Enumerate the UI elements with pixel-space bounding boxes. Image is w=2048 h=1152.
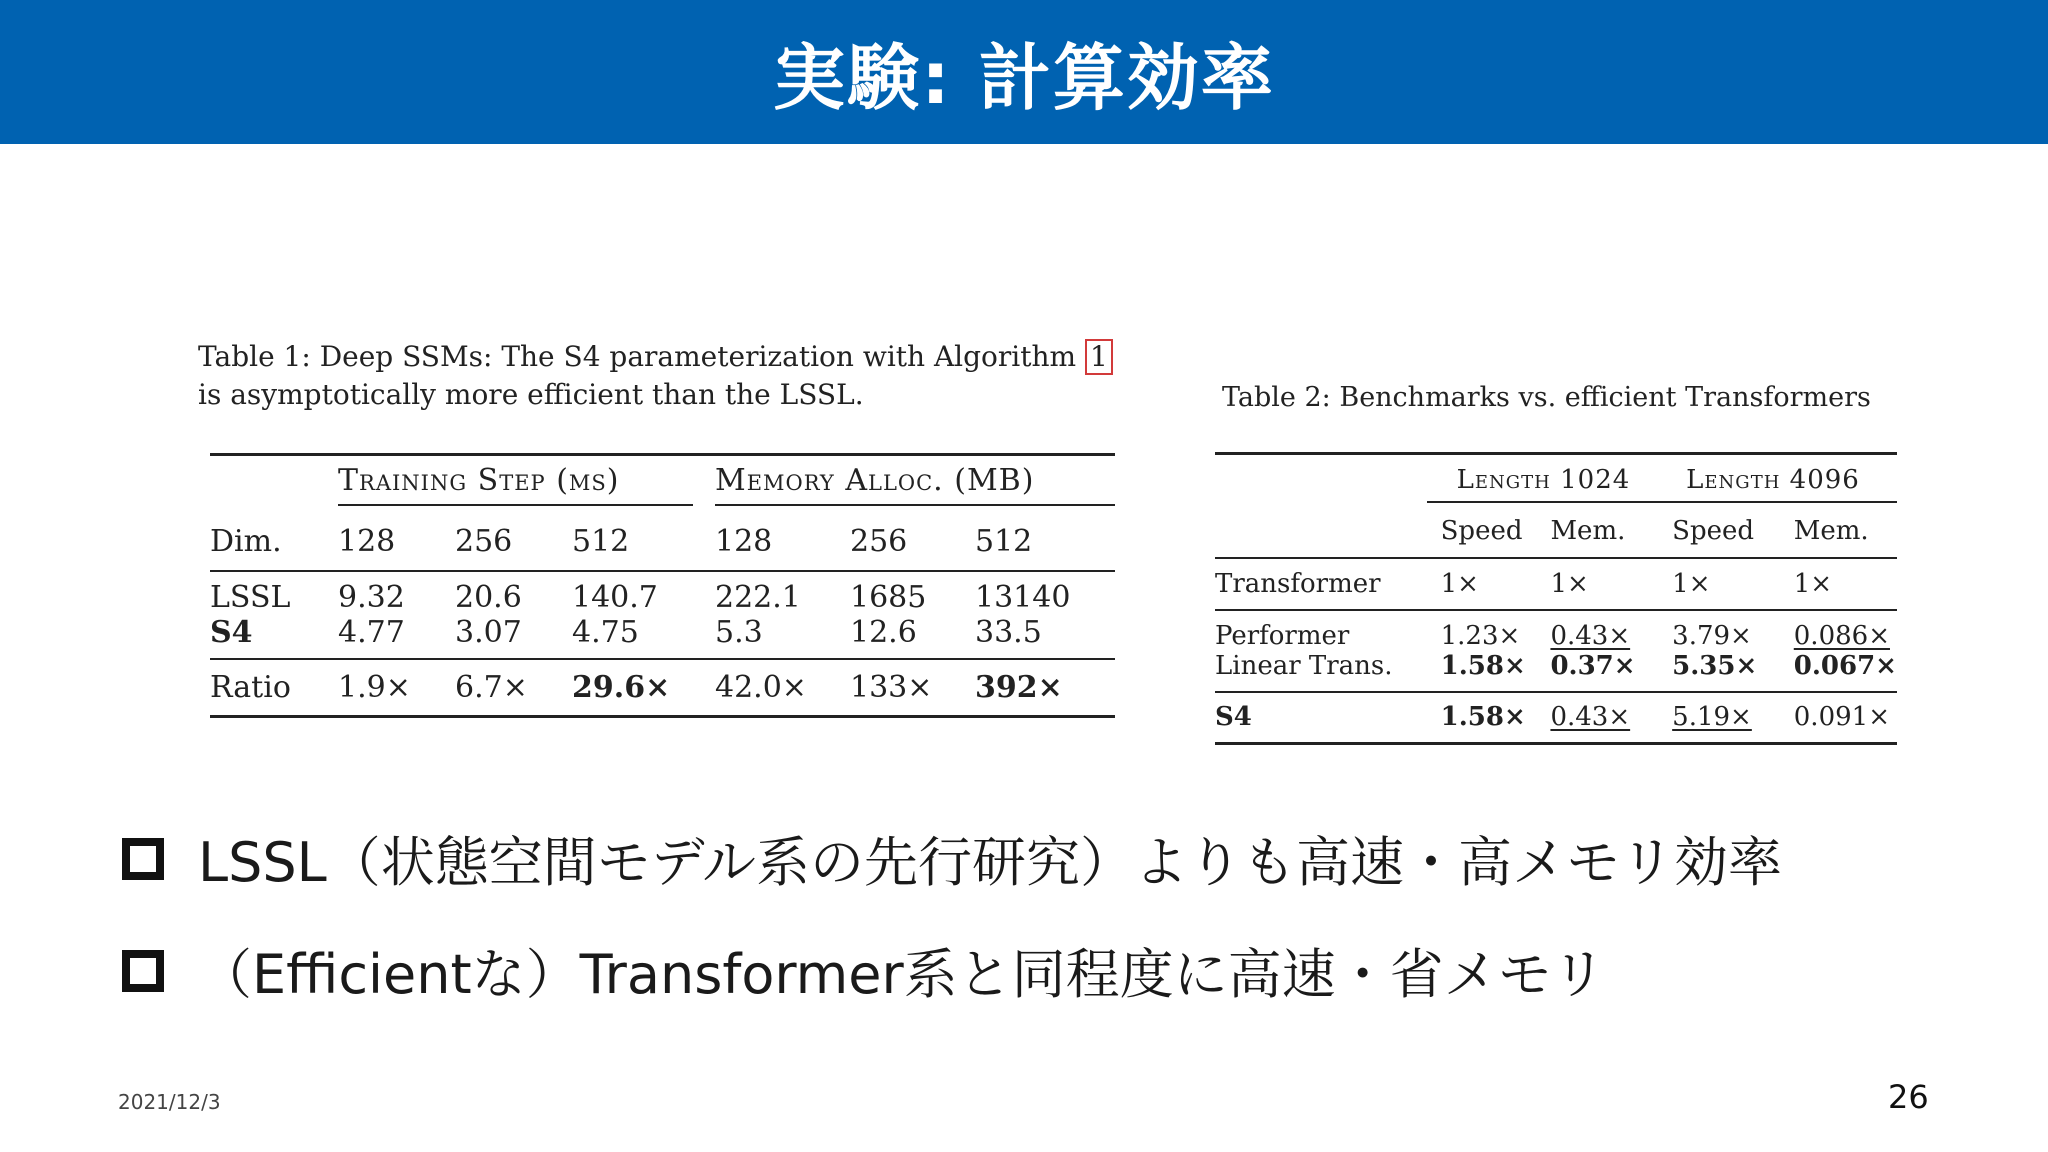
table1-cell: 392× bbox=[975, 669, 1063, 705]
table2-cell: 0.091× bbox=[1793, 702, 1890, 733]
table1-cell: 42.0× bbox=[715, 669, 807, 705]
table2-group-4096: Length 4096 bbox=[1672, 454, 1897, 506]
table1-cell: 1685 bbox=[850, 579, 927, 615]
footer-date: 2021/12/3 bbox=[118, 1090, 221, 1114]
table2-cell: Performer bbox=[1215, 620, 1350, 651]
table2-caption: Table 2: Benchmarks vs. efficient Transformers bbox=[1222, 382, 1871, 413]
table2-header-cell: Mem. bbox=[1793, 516, 1869, 546]
table2-cell: 0.067× bbox=[1793, 650, 1897, 681]
square-bullet-icon bbox=[122, 950, 164, 992]
table1-cell: 222.1 bbox=[715, 579, 801, 615]
table1-header-cell: 512 bbox=[572, 523, 630, 559]
table2-cell: 1× bbox=[1550, 568, 1589, 599]
table2-cell: 1.58× bbox=[1440, 650, 1526, 681]
table2-cell: 0.086× bbox=[1793, 620, 1890, 651]
table2-cell: Transformer bbox=[1215, 568, 1381, 599]
table2-header-cell: Speed bbox=[1440, 516, 1523, 546]
table2-group-row bbox=[1215, 454, 1897, 506]
bullet-text: LSSL（状態空間モデル系の先行研究）よりも高速・高メモリ効率 bbox=[198, 831, 1783, 894]
table2-cell: 0.43× bbox=[1550, 702, 1631, 733]
table2-cell: 3.79× bbox=[1672, 620, 1752, 651]
table-row bbox=[210, 571, 1115, 615]
table2-cell: 1.58× bbox=[1440, 702, 1526, 733]
table1-header-cell: 256 bbox=[455, 523, 513, 559]
table1-cell: 12.6 bbox=[850, 614, 917, 650]
table1-cell: 33.5 bbox=[975, 614, 1042, 650]
table-row bbox=[1215, 651, 1897, 692]
table1-cell: Ratio bbox=[210, 669, 291, 705]
table2-cell: 0.37× bbox=[1550, 650, 1636, 681]
table2-header-cell: Speed bbox=[1672, 516, 1755, 546]
table1-cell: 133× bbox=[850, 669, 933, 705]
table2-cell: S4 bbox=[1215, 702, 1252, 733]
table2-cell: 1.23× bbox=[1440, 620, 1521, 651]
table2-cell: 1× bbox=[1672, 568, 1711, 599]
table1-cell: 140.7 bbox=[572, 579, 658, 615]
table1-cell: 5.3 bbox=[715, 614, 763, 650]
table-row bbox=[1215, 692, 1897, 744]
table1-header-cell: 128 bbox=[715, 523, 773, 559]
bullet-item bbox=[122, 932, 1606, 1009]
table1 bbox=[210, 453, 1115, 718]
table2-cell: 1× bbox=[1793, 568, 1833, 599]
table1-group-row bbox=[210, 455, 1115, 513]
table1-header-cell: 128 bbox=[338, 523, 396, 559]
table1-cell: LSSL bbox=[210, 579, 291, 615]
table1-cell: S4 bbox=[210, 614, 253, 650]
table1-cell: 3.07 bbox=[455, 614, 522, 650]
slide-title: 実験: 計算効率 bbox=[773, 36, 1275, 120]
page-number: 26 bbox=[1888, 1078, 1929, 1116]
table2 bbox=[1215, 452, 1897, 745]
bullet-text: （Efficientな）Transformer系と同程度に高速・省メモリ bbox=[198, 943, 1606, 1006]
table1-header-row bbox=[210, 513, 1115, 571]
table1-caption bbox=[198, 338, 1128, 414]
table1-cell: 1.9× bbox=[338, 669, 411, 705]
table1-group-training: Training Step (ms) bbox=[338, 455, 715, 513]
bullet-item bbox=[122, 820, 1782, 897]
table-row bbox=[1215, 610, 1897, 651]
table1-header-cell: Dim. bbox=[210, 523, 282, 559]
table2-header-cell: Mem. bbox=[1550, 516, 1626, 546]
table1-header-cell: 512 bbox=[975, 523, 1033, 559]
table2-cell: 5.19× bbox=[1672, 702, 1752, 733]
table2-group-1024: Length 1024 bbox=[1427, 454, 1673, 506]
table1-cell: 4.75 bbox=[572, 614, 639, 650]
table1-caption-line2: is asymptotically more efficient than the LSSL. bbox=[198, 378, 864, 411]
table1-cell: 20.6 bbox=[455, 579, 522, 615]
table1-cell: 4.77 bbox=[338, 614, 405, 650]
table1-group-memory: Memory Alloc. (MB) bbox=[715, 455, 1115, 513]
slide-header bbox=[0, 0, 2048, 144]
table1-cell: 9.32 bbox=[338, 579, 405, 615]
table1-header-cell: 256 bbox=[850, 523, 908, 559]
table1-cell: 29.6× bbox=[572, 669, 671, 705]
table-row bbox=[1215, 558, 1897, 610]
square-bullet-icon bbox=[122, 838, 164, 880]
table-row bbox=[210, 659, 1115, 717]
table-row bbox=[210, 615, 1115, 659]
table1-cell: 6.7× bbox=[455, 669, 528, 705]
table2-subheader-row bbox=[1215, 506, 1897, 558]
table1-caption-line1: Table 1: Deep SSMs: The S4 parameterization with Algorithm bbox=[198, 340, 1085, 373]
table2-cell: 0.43× bbox=[1550, 620, 1631, 651]
table1-cell: 13140 bbox=[975, 579, 1071, 615]
table2-cell: Linear Trans. bbox=[1215, 650, 1393, 681]
table2-cell: 5.35× bbox=[1672, 650, 1758, 681]
table2-cell: 1× bbox=[1440, 568, 1479, 599]
algorithm-reference-link[interactable]: 1 bbox=[1085, 339, 1113, 375]
